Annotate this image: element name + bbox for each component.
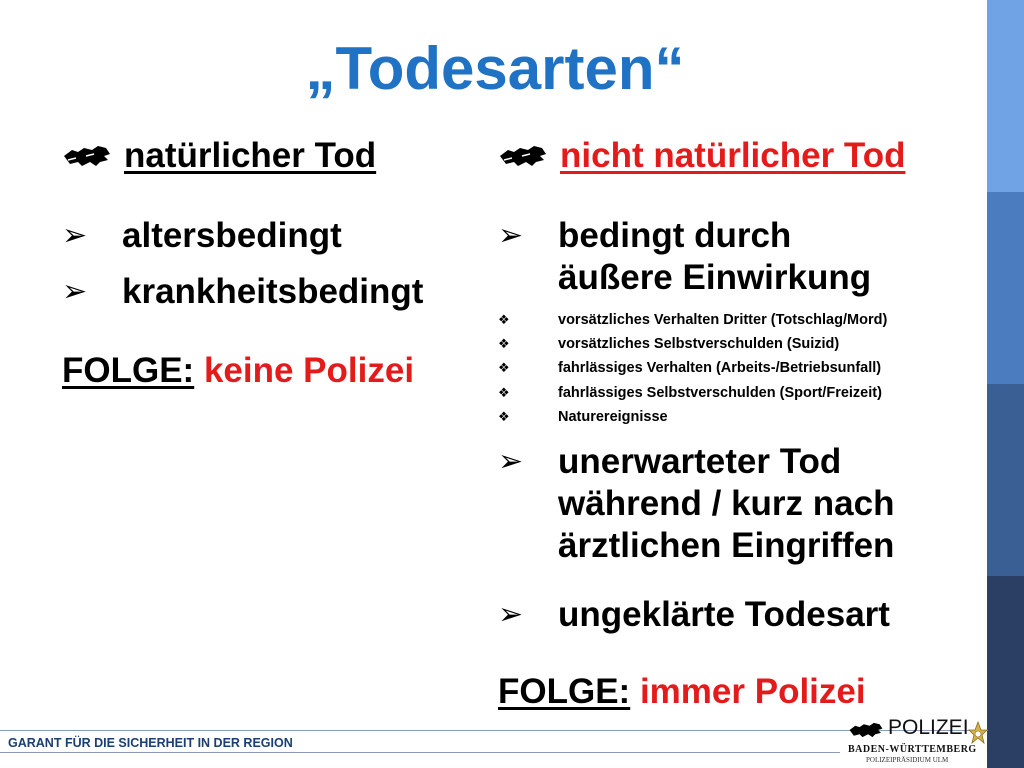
sub-item [498,356,881,380]
slide-title: „Todesarten“ [305,35,685,102]
logo-text: POLIZEI [888,716,969,739]
folge-left [62,350,414,392]
list-item [498,441,894,567]
folge-right [498,671,866,713]
item-line: während / kurz nach [558,484,895,523]
police-star-icon [968,720,988,756]
item-line: bedingt durch [558,216,792,255]
sub-item [498,308,887,332]
arrow-bullet-icon: ➢ [498,445,524,478]
diamond-bullet-icon: ❖ [498,409,510,424]
sub-item [498,405,668,429]
lion-icon [62,142,112,170]
folge-value: immer Polizei [639,672,866,711]
diamond-bullet-icon: ❖ [498,385,510,400]
item-text: altersbedingt [122,216,342,255]
lion-icon [498,142,548,170]
arrow-bullet-icon: ➢ [62,219,88,252]
item-text: ungeklärte Todesart [558,595,890,634]
stripe-segment [987,192,1024,384]
folge-label: FOLGE: [62,351,195,390]
logo-state: BADEN-WÜRTTEMBERG [848,744,977,755]
item-line: ärztlichen Eingriffen [558,526,895,565]
sub-item-text: vorsätzliches Selbstverschulden (Suizid) [558,336,840,352]
arrow-bullet-icon: ➢ [62,275,88,308]
footer-slogan: GARANT FÜR DIE SICHERHEIT IN DER REGION [8,736,293,750]
folge-label: FOLGE: [498,672,631,711]
item-line: äußere Einwirkung [558,258,872,297]
sub-item-text: Naturereignisse [558,409,668,425]
sub-item-text: fahrlässiges Selbstverschulden (Sport/Freizeit) [558,385,882,401]
stripe-segment [987,384,1024,576]
side-stripe [987,0,1024,768]
list-item [62,271,423,313]
stripe-segment [987,576,1024,768]
sub-item [498,381,882,405]
lion-icon [848,720,884,740]
diamond-bullet-icon: ❖ [498,360,510,375]
heading-text: natürlicher Tod [124,136,377,175]
list-item [62,215,342,257]
police-logo [846,716,988,768]
sub-item [498,332,839,356]
item-text [558,441,894,567]
arrow-bullet-icon: ➢ [498,598,524,631]
footer-divider [0,752,840,753]
item-line: unerwarteter Tod [558,442,842,481]
sub-item-text: vorsätzliches Verhalten Dritter (Totschlag/Mord) [558,312,888,328]
item-text [558,215,871,299]
diamond-bullet-icon: ❖ [498,336,510,351]
item-text: krankheitsbedingt [122,272,424,311]
arrow-bullet-icon: ➢ [498,219,524,252]
folge-value: keine Polizei [203,351,415,390]
diamond-bullet-icon: ❖ [498,312,510,327]
list-item [498,215,871,299]
heading-natural-death [62,136,376,176]
stripe-segment [987,0,1024,192]
list-item [498,594,890,636]
sub-item-text: fahrlässiges Verhalten (Arbeits-/Betriebsunfall) [558,360,882,376]
logo-sub: POLIZEIPRÄSIDIUM ULM [866,756,949,764]
heading-text: nicht natürlicher Tod [560,136,906,175]
heading-unnatural-death [498,136,905,176]
footer-divider [0,730,988,731]
